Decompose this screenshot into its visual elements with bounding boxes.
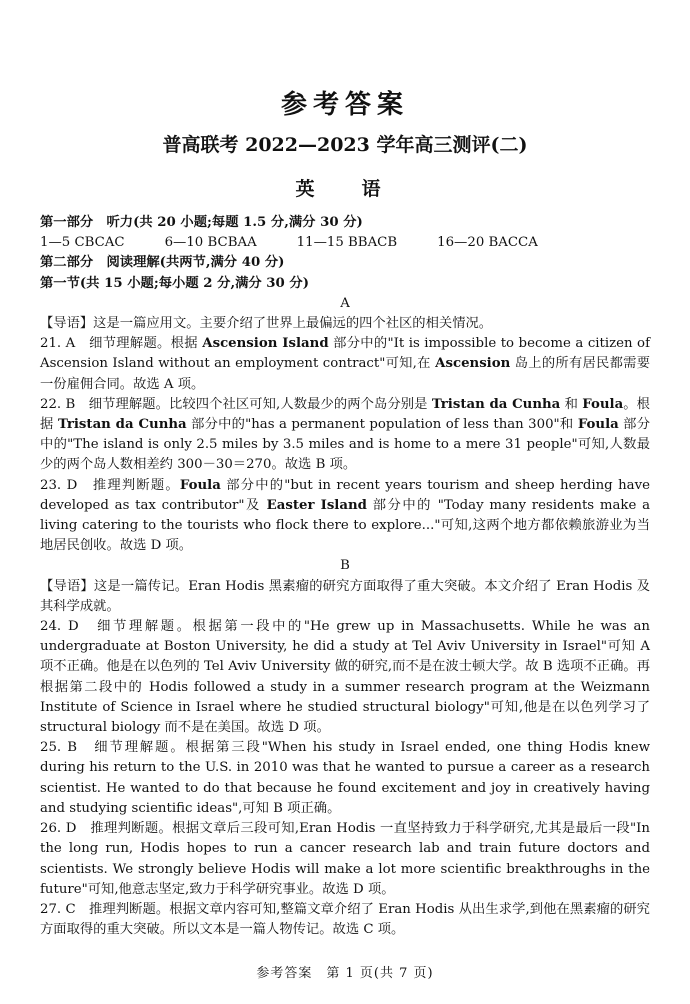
explanation-text: 推理判断题。 xyxy=(77,477,180,493)
explanation-text: 细节理解题。根据第一段中的"He grew up in Massachusetts. While he was an undergraduate at Boston University, he did a study at Tel Aviv University in Israel"可知 A 项不正确。他是在以色列的 Tel Aviv University 做的研究,而不是在波士顿大学。故 B 选项不正确。再根据第二段中的 Hodis followed a study in a summer research program at the Weizmann Institute of Science in Israel where he studied structural biology"可知,他是在以色列学习了 structural biology 而不是在美国。故选 D 项。 xyxy=(40,619,650,736)
answer-key-1-5: 1—5 CBCAC xyxy=(40,235,125,251)
question-23 xyxy=(40,476,650,557)
page-title: 参考答案 xyxy=(280,90,409,120)
section1-heading: 第一节(共 15 小题;每小题 2 分,满分 30 分) xyxy=(40,275,310,291)
bold-term: Tristan da Cunha xyxy=(57,417,187,433)
bold-term: Ascension xyxy=(435,356,511,372)
explanation-text: 推理判断题。根据文章内容可知,整篇文章介绍了 Eran Hodis 从出生求学,到他在黑素瘤的研究方面取得的重大突破。所以文本是一篇人物传记。故选 C 项。 xyxy=(40,901,650,938)
bold-term: Ascension Island xyxy=(202,336,329,352)
question-number: 26. D xyxy=(40,821,77,837)
explanation-text: 细节理解题。比较四个社区可知,人数最少的两个岛分别是 xyxy=(75,396,432,412)
question-number: 21. A xyxy=(40,336,76,352)
question-number: 22. B xyxy=(40,396,76,412)
question-number: 27. C xyxy=(40,901,76,917)
passage-a-letter: A xyxy=(340,295,350,311)
answer-key-11-15: 11—15 BBACB xyxy=(296,235,398,251)
subject-heading: 英 语 xyxy=(295,178,395,200)
explanation-text: 推理判断题。根据文章后三段可知,Eran Hodis 一直坚持致力于科学研究,尤其是最后一段"In the long run, Hodis hopes to run a cancer research lab and train future doctors and scientists. We strongly believe Hodis will make a lot more scientific breakthroughs in the future"可知,他意志坚定,致力于科学研究事业。故选 D 项。 xyxy=(40,821,650,897)
bold-term: Foula xyxy=(179,477,221,493)
exam-subtitle: 普高联考 2022—2023 学年高三测评(二) xyxy=(162,134,528,156)
question-25 xyxy=(40,738,650,819)
explanation-text: 细节理解题。根据 xyxy=(75,336,203,352)
question-24 xyxy=(40,617,650,738)
bold-term: Foula xyxy=(577,417,619,433)
passage-a-intro: 【导语】这是一篇应用文。主要介绍了世界上最偏远的四个社区的相关情况。 xyxy=(40,316,493,332)
explanation-text: 和 xyxy=(560,396,583,412)
question-22 xyxy=(40,395,650,476)
explanation-text: 细节理解题。根据第三段"When his study in Israel ended, one thing Hodis knew during his return to the U.S. in 2010 was that he wanted to pursue a career as a research scientist. He wanted to do that because he found excitement and joy in creatively having and studying scientific ideas",可知 B 项正确。 xyxy=(40,740,650,816)
explanation-text: 部分中的 "Today many residents make a living catering to the tourists who flock there to explore..."可知,这两个地方都依赖旅游业为当地居民创收。故选 D 项。 xyxy=(40,497,650,554)
explanation-text: 部分中的"has a permanent population of less than 300"和 xyxy=(186,417,578,433)
explanation-text: 部分中的"but in recent years tourism and sheep herding have developed as tax contributor"及 xyxy=(40,477,650,513)
bold-term: Easter Island xyxy=(266,497,367,513)
question-21 xyxy=(40,334,650,395)
question-26 xyxy=(40,819,650,900)
bold-term: Tristan da Cunha xyxy=(431,396,561,412)
passage-b-intro: 【导语】这是一篇传记。Eran Hodis 黑素瘤的研究方面取得了重大突破。本文介绍了 Eran Hodis 及其科学成就。 xyxy=(40,578,650,614)
explanation-text: 。根据 xyxy=(40,396,650,433)
explanation-text: 部分中的"The island is only 2.5 miles by 3.5 miles and is home to a mere 31 people"可知,人数最少的两个岛人数相差约 300－30＝270。故选 B 项。 xyxy=(40,417,650,473)
question-number: 24. D xyxy=(40,619,79,635)
bold-term: Foula xyxy=(582,396,624,412)
answer-content xyxy=(40,213,650,940)
question-number: 25. B xyxy=(40,740,78,756)
answer-key-6-10: 6—10 BCBAA xyxy=(164,235,257,251)
passage-b-letter: B xyxy=(340,558,350,574)
part1-heading: 第一部分 听力(共 20 小题;每题 1.5 分,满分 30 分) xyxy=(40,215,363,230)
explanation-text: 部分中的"It is impossible to become a citizen of Ascension Island without an employment contract"可知,在 xyxy=(40,336,650,372)
answer-key-16-20: 16—20 BACCA xyxy=(437,235,538,251)
listening-answer-keys xyxy=(40,233,650,253)
question-number: 23. D xyxy=(40,477,78,493)
explanation-text: 岛上的所有居民都需要一份雇佣合同。故选 A 项。 xyxy=(40,356,650,392)
part2-heading: 第二部分 阅读理解(共两节,满分 40 分) xyxy=(40,255,285,271)
page-footer: 参考答案 第 1 页(共 7 页) xyxy=(256,966,434,981)
question-27 xyxy=(40,900,650,940)
